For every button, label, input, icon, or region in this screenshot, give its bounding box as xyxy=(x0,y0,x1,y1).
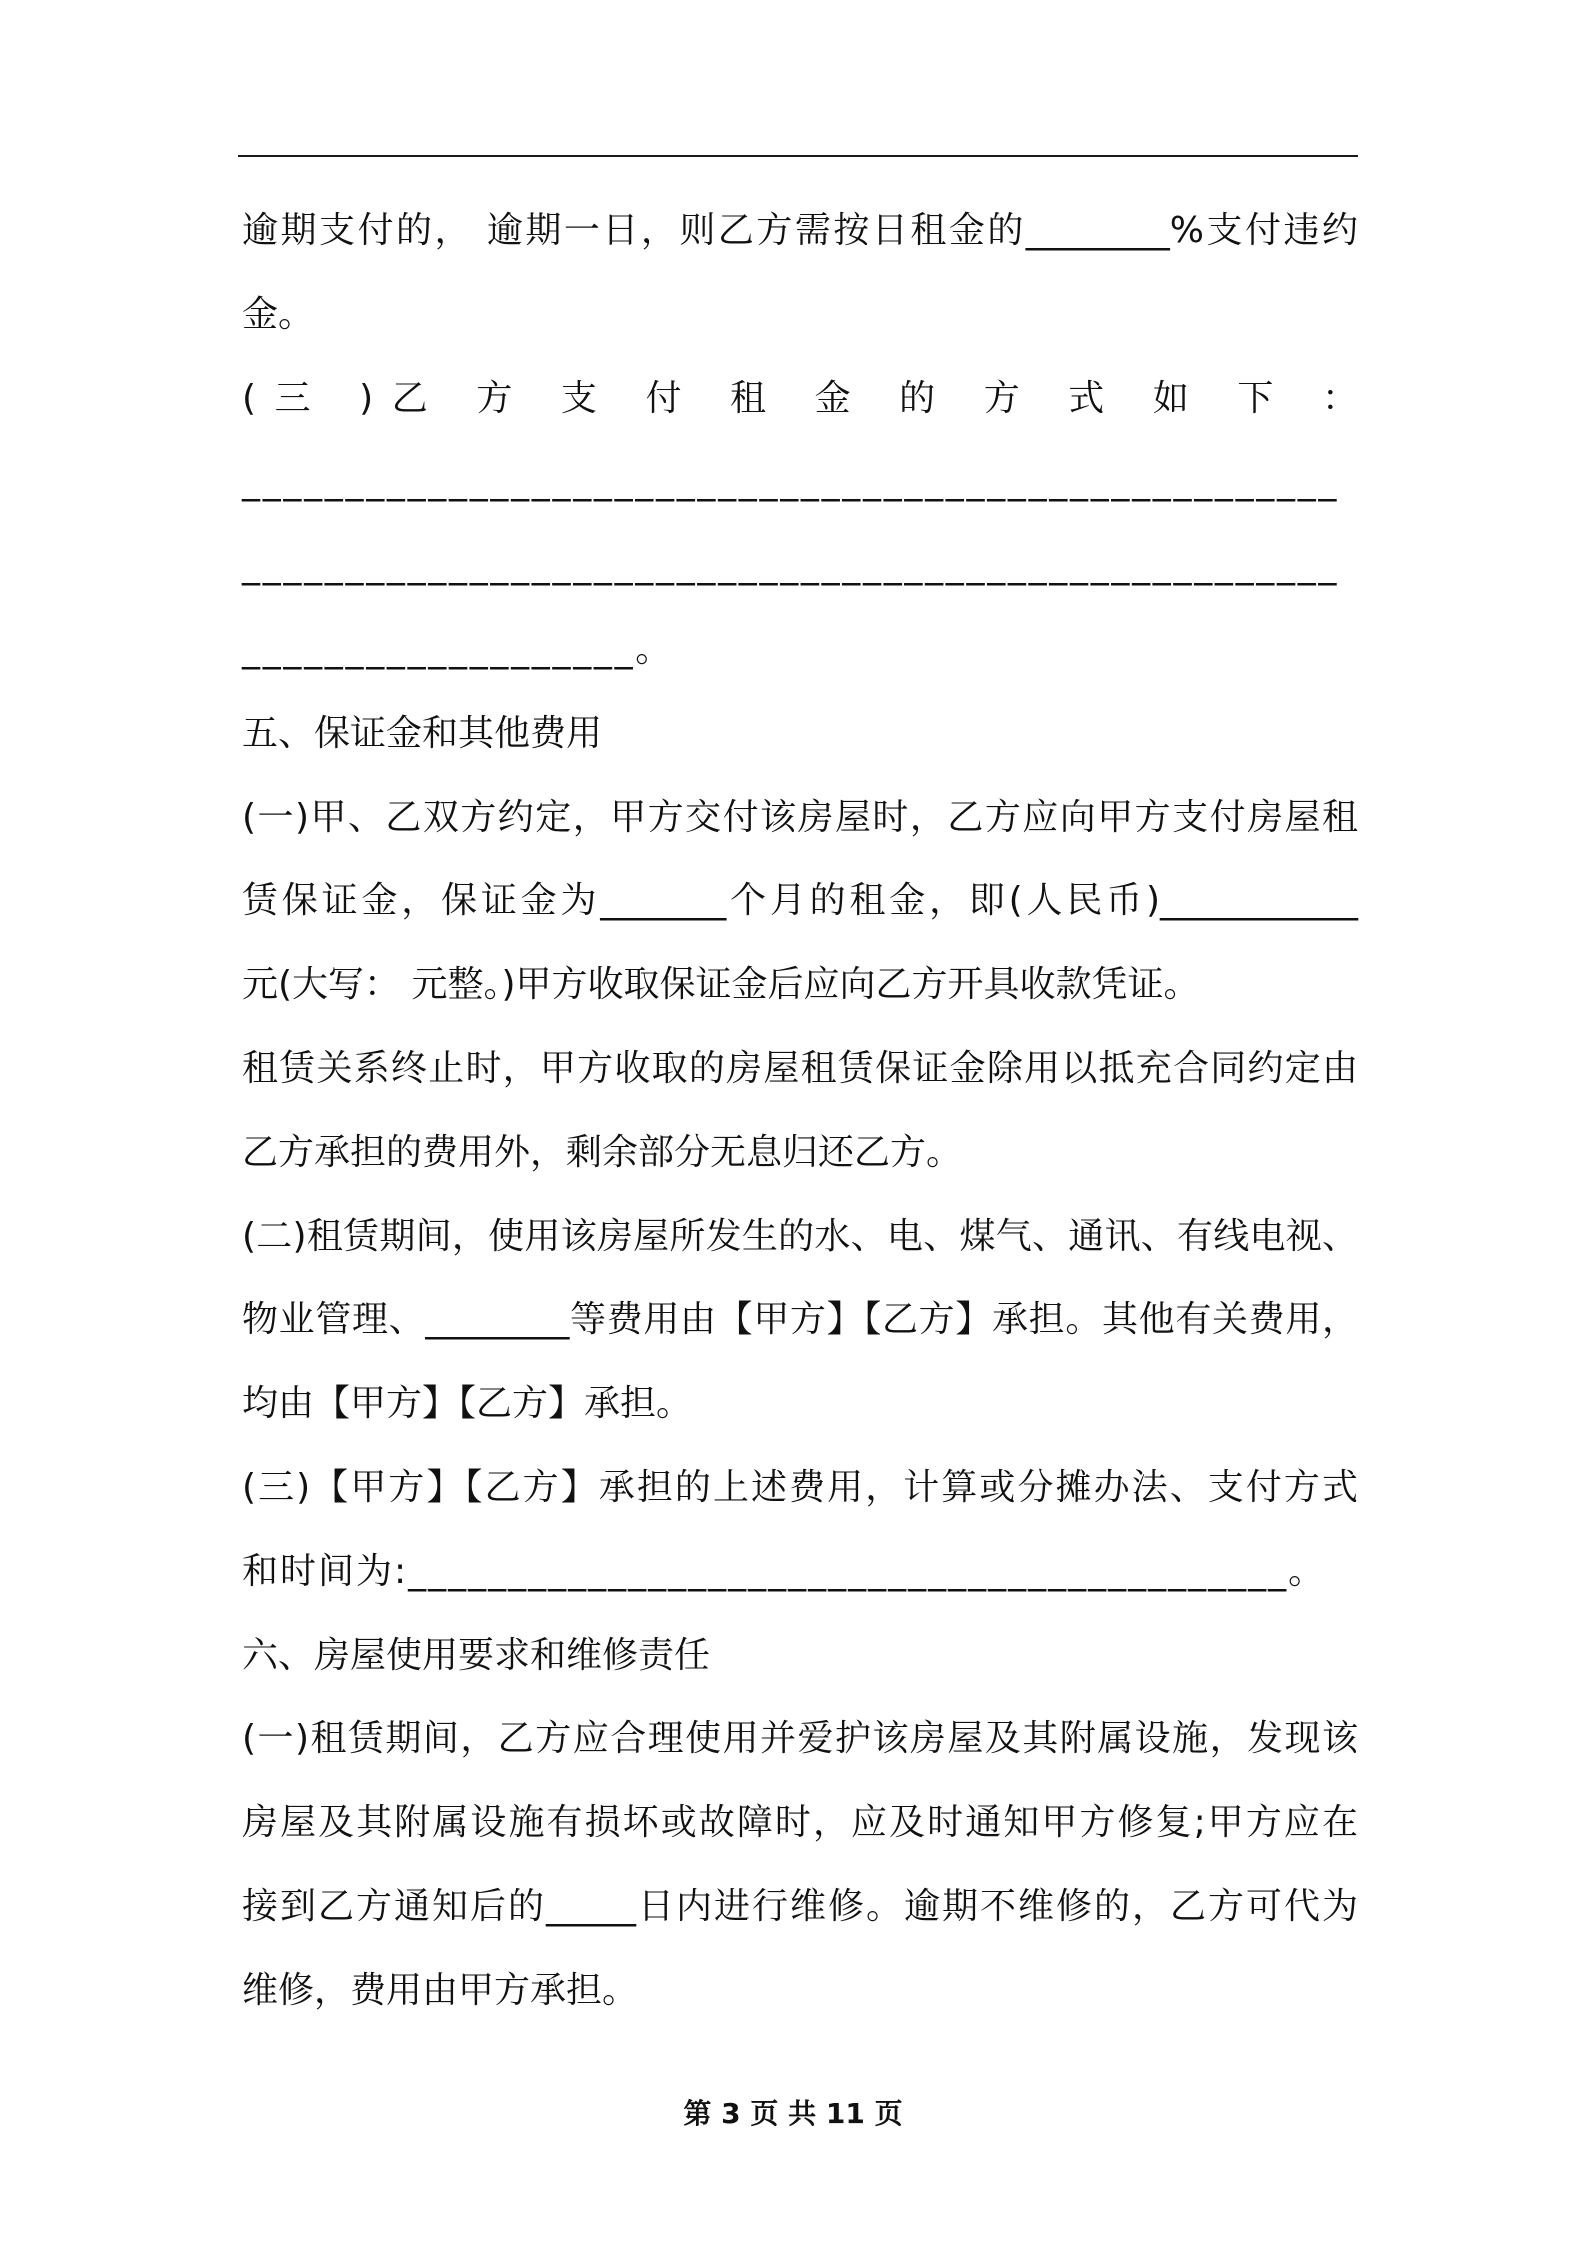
clause-text-line: 元(大写： 元整。)甲方收取保证金后应向乙方开具收款凭证。 xyxy=(242,964,1200,1006)
clause-text-line: 金。 xyxy=(242,293,315,335)
clause-text-line: 均由【甲方】【乙方】承担。 xyxy=(242,1383,693,1425)
total-pages-number: 11 xyxy=(825,2097,865,2130)
clause-text-line: 维修，费用由甲方承担。 xyxy=(242,1969,639,2011)
clause-text-line: 赁保证金，保证金为_______个月的租金，即(人民币)___________ xyxy=(242,880,1358,922)
clause-subheading: (三 )乙 方 支 付 租 金 的 方 式 如 下 ： xyxy=(242,377,1358,419)
clause-text-line: 接到乙方通知后的_____日内进行维修。逾期不维修的，乙方可代为 xyxy=(242,1885,1358,1927)
blank-fill-line: _____________________________________________________ xyxy=(242,461,1340,503)
blank-fill-line: _____________________________________________________ xyxy=(242,545,1340,587)
page-label-middle: 页 共 xyxy=(740,2097,826,2130)
clause-text-line: 和时间为:____________________________________________。 xyxy=(242,1550,1327,1592)
section-heading: 六、房屋使用要求和维修责任 xyxy=(242,1634,711,1676)
clause-text-line: 逾期支付的， 逾期一日，则乙方需按日租金的________%支付违约 xyxy=(242,210,1358,251)
clause-text-line: 乙方承担的费用外，剩余部分无息归还乙方。 xyxy=(242,1131,963,1173)
header-rule xyxy=(238,155,1358,157)
blank-fill-line: ___________________。 xyxy=(242,628,674,670)
clause-text-line: (三)【甲方】【乙方】承担的上述费用，计算或分摊办法、支付方式 xyxy=(242,1466,1358,1508)
clause-text-line: 租赁关系终止时，甲方收取的房屋租赁保证金除用以抵充合同约定由 xyxy=(242,1047,1358,1089)
section-heading: 五、保证金和其他费用 xyxy=(242,712,603,754)
page-footer xyxy=(0,2094,1586,2134)
clause-text-line: (二)租赁期间，使用该房屋所发生的水、电、煤气、通讯、有线电视、 xyxy=(242,1215,1358,1257)
current-page-number: 3 xyxy=(721,2097,741,2130)
clause-text-line: 物业管理、________等费用由【甲方】【乙方】承担。其他有关费用， xyxy=(242,1299,1358,1341)
page-label-suffix: 页 xyxy=(864,2097,903,2130)
clause-text-line: (一)甲、乙双方约定，甲方交付该房屋时，乙方应向甲方支付房屋租 xyxy=(242,796,1358,838)
clause-text-line: 房屋及其附属设施有损坏或故障时，应及时通知甲方修复;甲方应在 xyxy=(242,1802,1358,1844)
page-label-prefix: 第 xyxy=(683,2097,722,2130)
document-body xyxy=(242,189,1358,2033)
clause-text-line: (一)租赁期间，乙方应合理使用并爱护该房屋及其附属设施，发现该 xyxy=(242,1718,1358,1760)
